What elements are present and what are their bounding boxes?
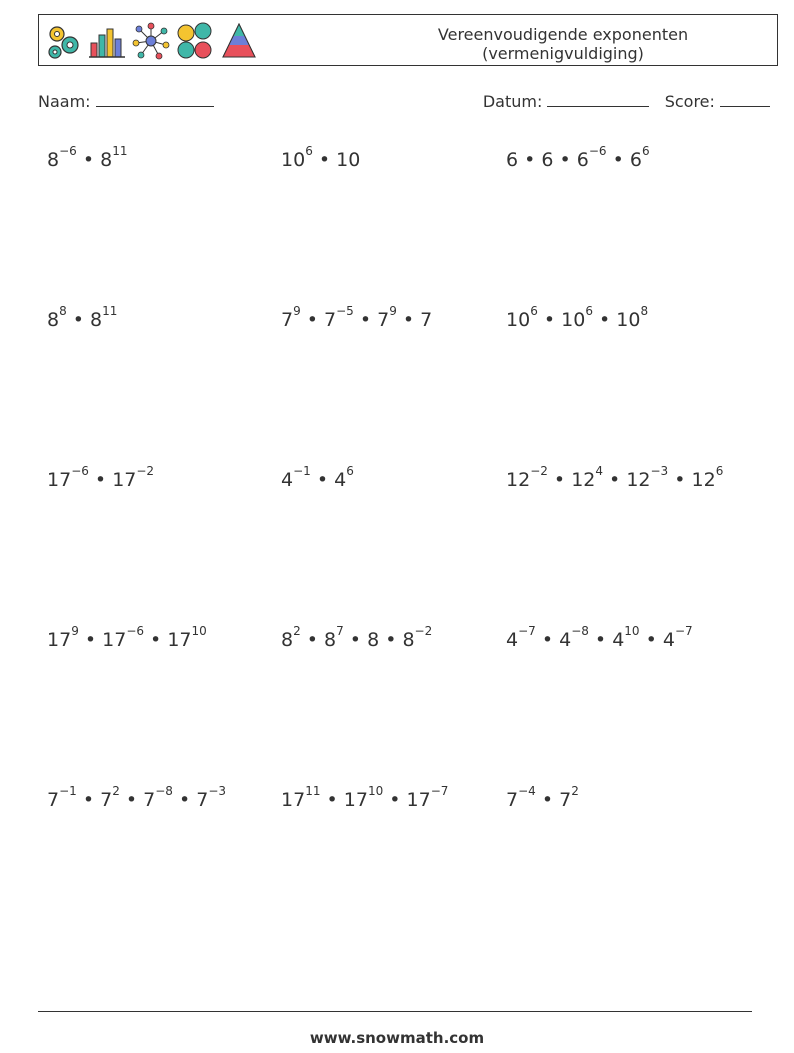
multiply-dot: • (343, 629, 368, 651)
exercise-8 (281, 463, 354, 491)
exercise-6 (506, 303, 649, 331)
exercise-13 (47, 783, 227, 811)
exponent: 4 (595, 463, 604, 478)
base: 17 (112, 469, 137, 491)
footer-url: www.snowmath.com (309, 1029, 485, 1047)
multiply-dot: • (88, 469, 113, 491)
score-blank-line[interactable] (720, 92, 770, 107)
exponent: −2 (530, 463, 548, 478)
base: 8 (402, 629, 415, 651)
exponent: −6 (588, 143, 607, 158)
multiply-dot: • (537, 309, 562, 331)
exponent: 6 (305, 143, 313, 158)
name-field (38, 92, 214, 111)
exponent: −3 (208, 783, 227, 798)
exponent: −7 (430, 783, 449, 798)
exercise-14 (281, 783, 449, 811)
exponent: −3 (650, 463, 669, 478)
base: 17 (167, 629, 192, 651)
numbered-circles-icon (175, 21, 215, 61)
base: 17 (343, 789, 368, 811)
base: 8 (367, 629, 380, 651)
exercise-15 (506, 783, 579, 811)
base: 7 (420, 309, 433, 331)
exponent: −7 (518, 623, 536, 638)
exercise-11 (281, 623, 433, 651)
exercise-2 (281, 143, 361, 171)
multiply-dot: • (353, 309, 378, 331)
exercise-1 (47, 143, 128, 171)
base: 10 (561, 309, 586, 331)
exponent: 2 (112, 783, 120, 798)
exponent: 10 (191, 623, 207, 638)
base: 10 (506, 309, 531, 331)
multiply-dot: • (383, 789, 407, 811)
base: 17 (102, 629, 127, 651)
base: 4 (559, 629, 572, 651)
exercise-10 (47, 623, 207, 651)
base: 7 (281, 309, 294, 331)
exponent: −2 (414, 623, 433, 638)
multiply-dot: • (603, 469, 627, 491)
exponent: −8 (571, 623, 589, 638)
page-title (413, 25, 713, 63)
title-line-1: Vereenvoudigende exponenten (437, 25, 689, 44)
exercise-3 (506, 143, 650, 171)
base: 17 (281, 789, 306, 811)
multiply-dot: • (535, 629, 560, 651)
multiply-dot: • (78, 629, 103, 651)
base: 4 (506, 629, 519, 651)
base: 12 (626, 469, 651, 491)
exponent: −2 (136, 463, 155, 478)
base: 4 (281, 469, 294, 491)
base: 8 (281, 629, 294, 651)
multiply-dot: • (119, 789, 144, 811)
exponent: 6 (715, 463, 724, 478)
exponent: 6 (641, 143, 650, 158)
multiply-dot: • (312, 149, 337, 171)
base: 7 (143, 789, 156, 811)
network-icon (131, 21, 171, 61)
base: 12 (571, 469, 596, 491)
multiply-dot: • (639, 629, 663, 651)
base: 7 (100, 789, 113, 811)
bar-chart-icon (87, 21, 127, 61)
base: 12 (506, 469, 531, 491)
exponent: 2 (293, 623, 301, 638)
multiply-dot: • (66, 309, 91, 331)
multiply-dot: • (535, 789, 560, 811)
base: 6 (506, 149, 519, 171)
exercise-12 (506, 623, 693, 651)
exponent: −7 (674, 623, 693, 638)
multiply-dot: • (144, 629, 168, 651)
exponent: 11 (305, 783, 321, 798)
multiply-dot: • (300, 629, 325, 651)
exponent: 8 (59, 303, 67, 318)
exponent: −8 (155, 783, 173, 798)
multiply-dot: • (518, 149, 542, 171)
base: 12 (691, 469, 716, 491)
multiply-dot: • (76, 149, 101, 171)
base: 4 (334, 469, 347, 491)
pyramid-icon (219, 21, 259, 61)
exponent: −6 (126, 623, 145, 638)
exponent: 9 (389, 303, 397, 318)
date-blank-line[interactable] (547, 92, 649, 107)
base: 10 (281, 149, 306, 171)
base: 7 (324, 309, 337, 331)
base: 7 (47, 789, 60, 811)
exercise-7 (47, 463, 155, 491)
base: 17 (47, 629, 72, 651)
multiply-dot: • (310, 469, 335, 491)
exercise-4 (47, 303, 118, 331)
base: 4 (662, 629, 675, 651)
exponent: 11 (102, 303, 118, 318)
base: 7 (196, 789, 209, 811)
multiply-dot: • (606, 149, 630, 171)
base: 10 (616, 309, 641, 331)
exponent: −6 (71, 463, 89, 478)
exponent: 9 (71, 623, 79, 638)
score-label: Score: (664, 92, 715, 111)
exponent: −4 (518, 783, 536, 798)
base: 6 (576, 149, 589, 171)
exponent: 9 (293, 303, 301, 318)
multiply-dot: • (588, 629, 613, 651)
base: 7 (506, 789, 519, 811)
base: 6 (629, 149, 642, 171)
exponent: −6 (59, 143, 77, 158)
multiply-dot: • (76, 789, 101, 811)
exponent: 6 (530, 303, 538, 318)
base: 4 (612, 629, 625, 651)
exponent: 6 (585, 303, 593, 318)
multiply-dot: • (553, 149, 577, 171)
date-score-fields (483, 92, 770, 111)
exponent: 8 (640, 303, 649, 318)
base: 8 (47, 309, 60, 331)
multiply-dot: • (300, 309, 325, 331)
base: 8 (90, 309, 103, 331)
multiply-dot: • (396, 309, 421, 331)
base: 7 (559, 789, 572, 811)
name-label: Naam: (38, 92, 91, 111)
exponent: 10 (367, 783, 384, 798)
multiply-dot: • (592, 309, 617, 331)
worksheet-header (38, 14, 778, 66)
multiply-dot: • (379, 629, 403, 651)
base: 7 (377, 309, 390, 331)
exponent: −1 (293, 463, 311, 478)
exponent: 6 (346, 463, 354, 478)
exponent: 11 (112, 143, 128, 158)
multiply-dot: • (320, 789, 344, 811)
base: 17 (406, 789, 431, 811)
name-blank-line[interactable] (96, 92, 214, 107)
logo-strip (43, 18, 259, 64)
base: 8 (324, 629, 337, 651)
title-line-2: (vermenigvuldiging) (482, 44, 644, 63)
exponent: 7 (336, 623, 344, 638)
footer-divider (38, 1011, 752, 1012)
date-label: Datum: (482, 92, 543, 111)
exercise-9 (506, 463, 724, 491)
exponent: −5 (336, 303, 354, 318)
multiply-dot: • (547, 469, 572, 491)
exponent: 10 (624, 623, 640, 638)
exercise-5 (281, 303, 433, 331)
base: 10 (336, 149, 361, 171)
base: 6 (541, 149, 554, 171)
base: 8 (47, 149, 60, 171)
base: 8 (100, 149, 113, 171)
multiply-dot: • (172, 789, 197, 811)
gears-icon (43, 21, 83, 61)
exponent: 2 (571, 783, 579, 798)
exponent: −1 (59, 783, 77, 798)
base: 17 (47, 469, 72, 491)
multiply-dot: • (668, 469, 692, 491)
